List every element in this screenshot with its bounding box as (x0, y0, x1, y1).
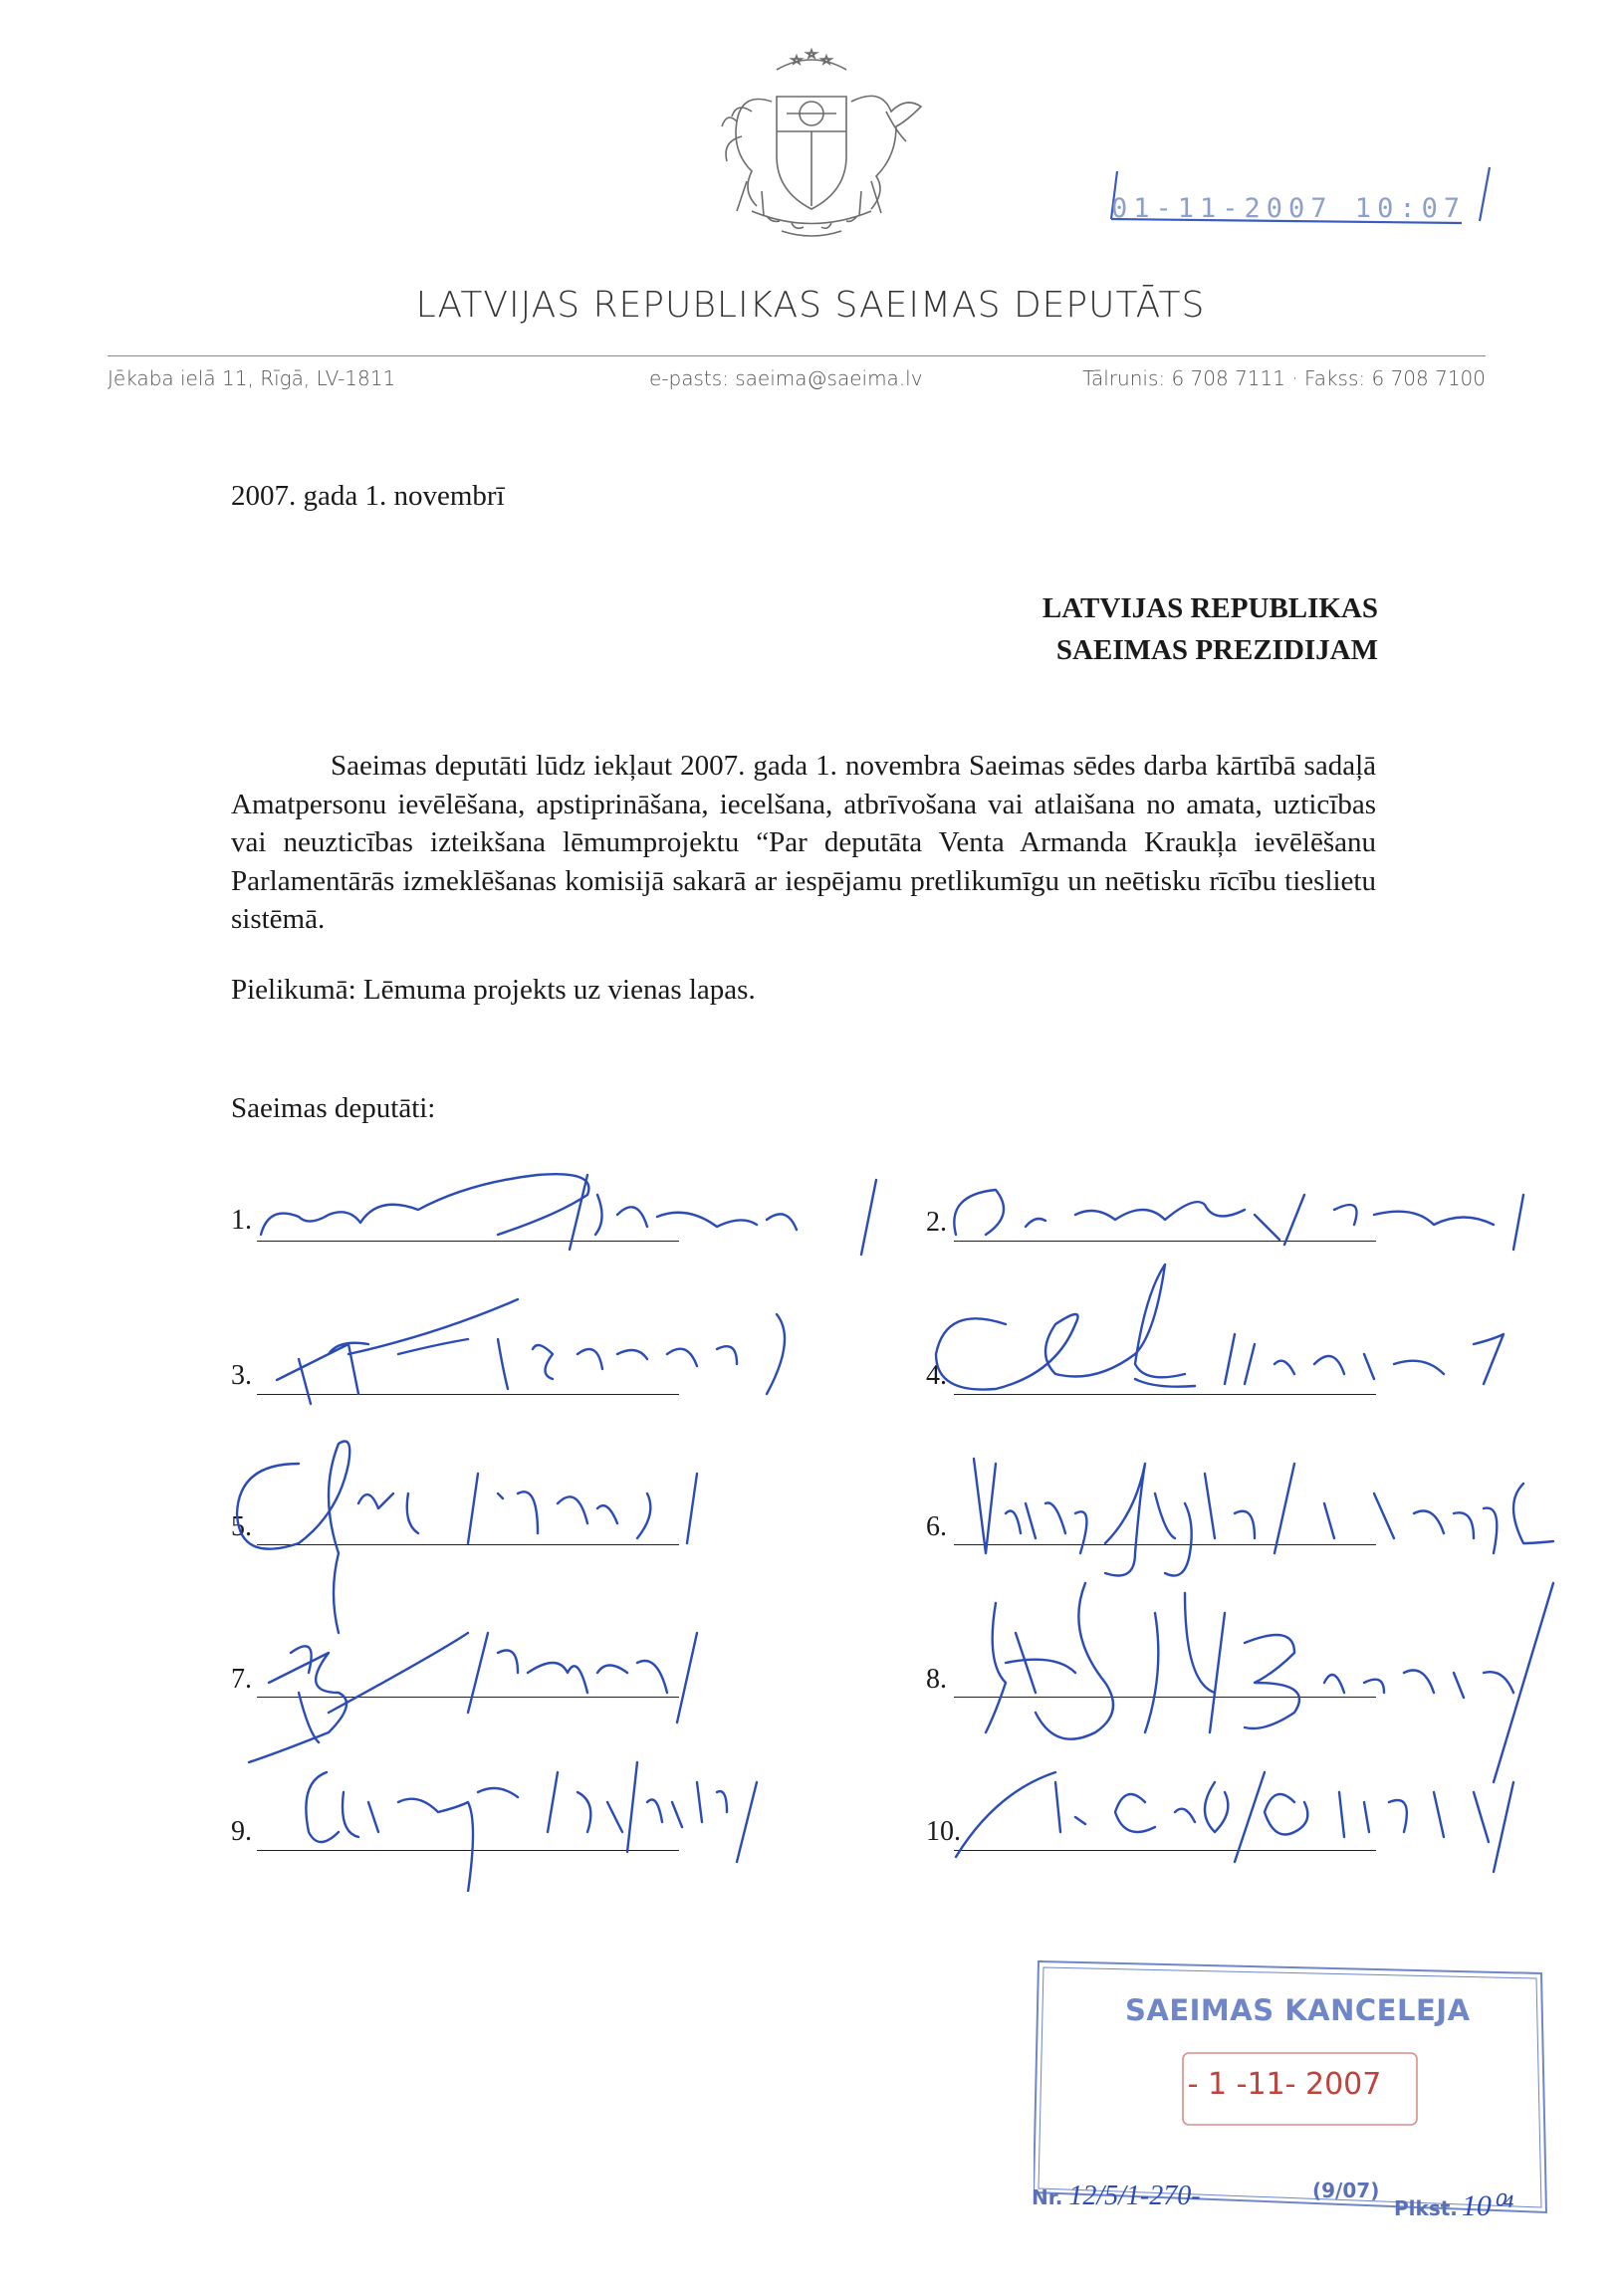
annex-line: Pielikumā: Lēmuma projekts uz vienas lapas. (231, 974, 756, 1006)
signature-number: 2. (926, 1207, 947, 1238)
signature-6 (974, 1459, 1553, 1576)
letterhead-title: LATVIJAS REPUBLIKAS SAEIMAS DEPUTĀTS (415, 285, 1206, 326)
signatories-heading: Saeimas deputāti: (231, 1092, 436, 1124)
letter-date: 2007. gada 1. novembrī (231, 480, 505, 512)
registration-stamp-time-label: Plkst. (1394, 2196, 1458, 2220)
signature-2 (954, 1190, 1523, 1250)
recipient-block (1042, 587, 1378, 671)
signature-number: 1. (231, 1205, 252, 1236)
signature-number: 6. (926, 1511, 947, 1542)
handwritten-signatures (0, 1135, 1621, 1892)
signature-number: 8. (926, 1664, 947, 1695)
signature-7 (249, 1633, 697, 1762)
registration-stamp-nr-value: 12/5/1-270- (1068, 2181, 1201, 2211)
registration-stamp-nr-label: Nr. (1032, 2185, 1063, 2209)
signature-1 (261, 1174, 588, 1235)
recipient-line-2: SAEIMAS PREZIDIJAM (1055, 634, 1378, 666)
signature-number: 10. (926, 1816, 961, 1847)
registration-stamp-time-value: 10⁰⁴ (1461, 2189, 1514, 2222)
letterhead-email: e-pasts: saeima@saeima.lv (649, 366, 923, 390)
signature-4 (936, 1264, 1504, 1390)
signature-8 (986, 1583, 1553, 1782)
registration-stamp-title: SAEIMAS KANCELEJA (1125, 1993, 1471, 2027)
signature-number: 7. (231, 1664, 252, 1695)
signature-10 (956, 1772, 1513, 1872)
signature-number: 4. (926, 1360, 947, 1391)
signature-number: 9. (231, 1816, 252, 1847)
registration-stamp-time (1394, 2188, 1513, 2223)
signature-5 (237, 1442, 697, 1634)
letterhead-divider (108, 355, 1486, 356)
signature-number: 5. (231, 1511, 252, 1542)
signature-3 (277, 1299, 785, 1404)
signature-9 (306, 1762, 757, 1892)
registration-stamp-number (1032, 2181, 1201, 2212)
letterhead-address: Jēkaba ielā 11, Rīgā, LV-1811 (108, 366, 396, 390)
letter-body: Saeimas deputāti lūdz iekļaut 2007. gada 1. novembra Saeimas sēdes darba kārtībā sadaļā Amatpersonu ievēlēšana, apstiprināšana, iecelšana, atbrīvošana vai atlaišana no amata, uzticības vai neuzticības izteikšana lēmumprojektu “Par deputāta Venta Armanda Kraukļa ievēlēšanu Parlamentārās izmeklēšanas komisijā sakarā ar iespējamu pretlikumīgu un neētisku rīcību tieslietu sistēmā. (231, 750, 1376, 935)
registration-stamp-code: (9/07) (1312, 2179, 1380, 2202)
recipient-line-1: LATVIJAS REPUBLIKAS (1042, 592, 1378, 624)
coat-of-arms-emblem (682, 42, 941, 246)
letterhead-phone-fax: Tālrunis: 6 708 7111 · Fakss: 6 708 7100 (1082, 366, 1486, 390)
received-time-stamp: 01-11-2007 10:07 (1111, 193, 1467, 224)
registration-stamp-date: - 1 -11- 2007 (1187, 2067, 1382, 2102)
signature-number: 3. (231, 1360, 252, 1391)
